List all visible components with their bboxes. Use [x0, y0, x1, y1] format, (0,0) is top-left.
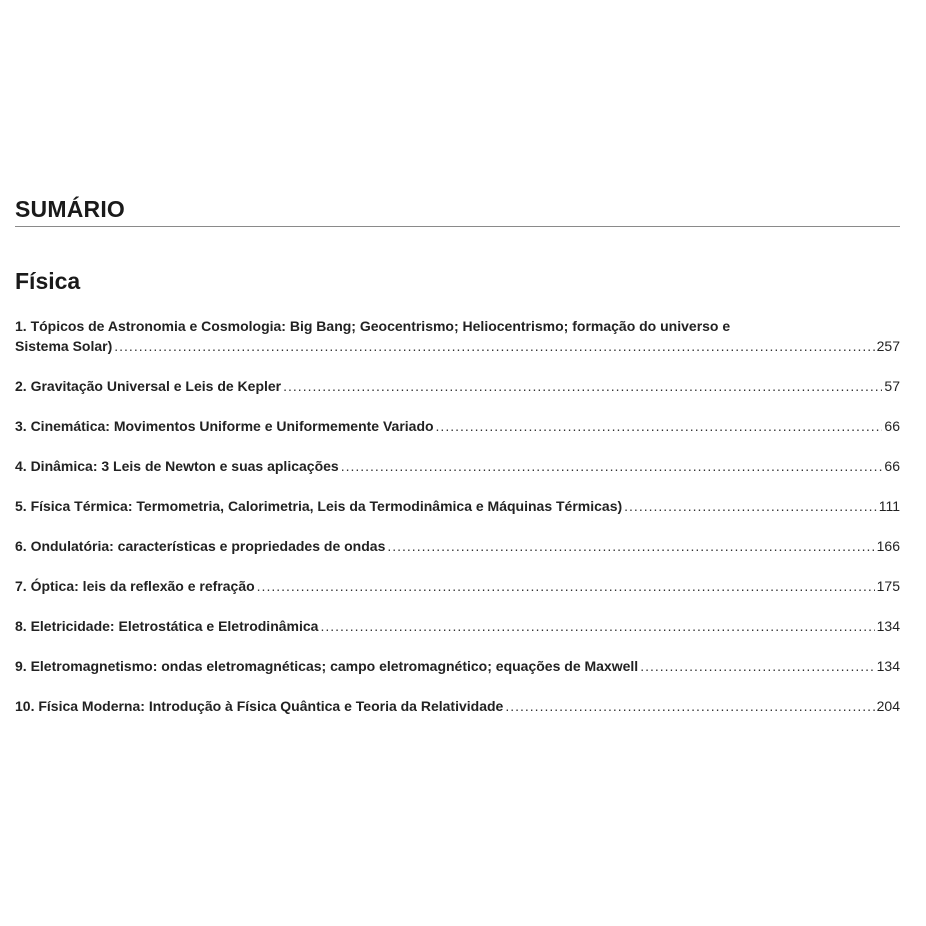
toc-entry-text-line1: 1. Tópicos de Astronomia e Cosmologia: Big Bang; Geocentrismo; Heliocentrismo; formação do universo e [15, 318, 731, 334]
toc-entry-3[interactable] [15, 416, 900, 436]
toc-page-number: 166 [876, 538, 900, 554]
toc-entry-10[interactable] [15, 696, 900, 716]
toc-entry-text: 8. Eletricidade: Eletrostática e Eletrodinâmica [15, 618, 319, 634]
dot-leader [341, 456, 883, 476]
toc-page-number: 66 [884, 418, 900, 434]
toc-entry-text: 4. Dinâmica: 3 Leis de Newton e suas aplicações [15, 458, 339, 474]
toc-entry-text: 9. Eletromagnetismo: ondas eletromagnéticas; campo eletromagnético; equações de Maxwell [15, 658, 639, 674]
toc-entry-text: 10. Física Moderna: Introdução à Física Quântica e Teoria da Relatividade [15, 698, 504, 714]
toc-page-number: 204 [876, 698, 900, 714]
toc-entry-text: 3. Cinemática: Movimentos Uniforme e Uniformemente Variado [15, 418, 434, 434]
toc-entry-6[interactable] [15, 536, 900, 556]
toc-page-number: 111 [878, 498, 900, 514]
toc-page-number: 134 [876, 658, 900, 674]
toc-entry-text: 2. Gravitação Universal e Leis de Kepler [15, 378, 282, 394]
dot-leader [624, 496, 877, 516]
toc-page-number: 175 [876, 578, 900, 594]
dot-leader [257, 576, 875, 596]
toc-entry-5[interactable] [15, 496, 900, 516]
dot-leader [387, 536, 874, 556]
toc-page-number: 257 [876, 338, 900, 354]
table-of-contents [15, 316, 900, 716]
dot-leader [505, 696, 874, 716]
toc-entry-text: 7. Óptica: leis da reflexão e refração [15, 578, 255, 594]
dot-leader [436, 416, 883, 436]
toc-page-number: 57 [884, 378, 900, 394]
document-page [15, 196, 900, 716]
toc-entry-text: Sistema Solar) [15, 338, 113, 354]
toc-page-number: 66 [884, 458, 900, 474]
dot-leader [114, 336, 874, 356]
toc-entry-4[interactable] [15, 456, 900, 476]
toc-entry-text: 6. Ondulatória: características e propriedades de ondas [15, 538, 386, 554]
dot-leader [640, 656, 874, 676]
toc-entry-9[interactable] [15, 656, 900, 676]
toc-entry-8[interactable] [15, 616, 900, 636]
toc-entry-text: 5. Física Térmica: Termometria, Calorimetria, Leis da Termodinâmica e Máquinas Térmicas) [15, 498, 623, 514]
dot-leader [283, 376, 882, 396]
section-title: Física [15, 268, 81, 294]
toc-page-number: 134 [876, 618, 900, 634]
toc-entry-1[interactable] [15, 316, 900, 356]
toc-entry-2[interactable] [15, 376, 900, 396]
toc-entry-7[interactable] [15, 576, 900, 596]
dot-leader [320, 616, 874, 636]
document-title: SUMÁRIO [15, 196, 900, 227]
